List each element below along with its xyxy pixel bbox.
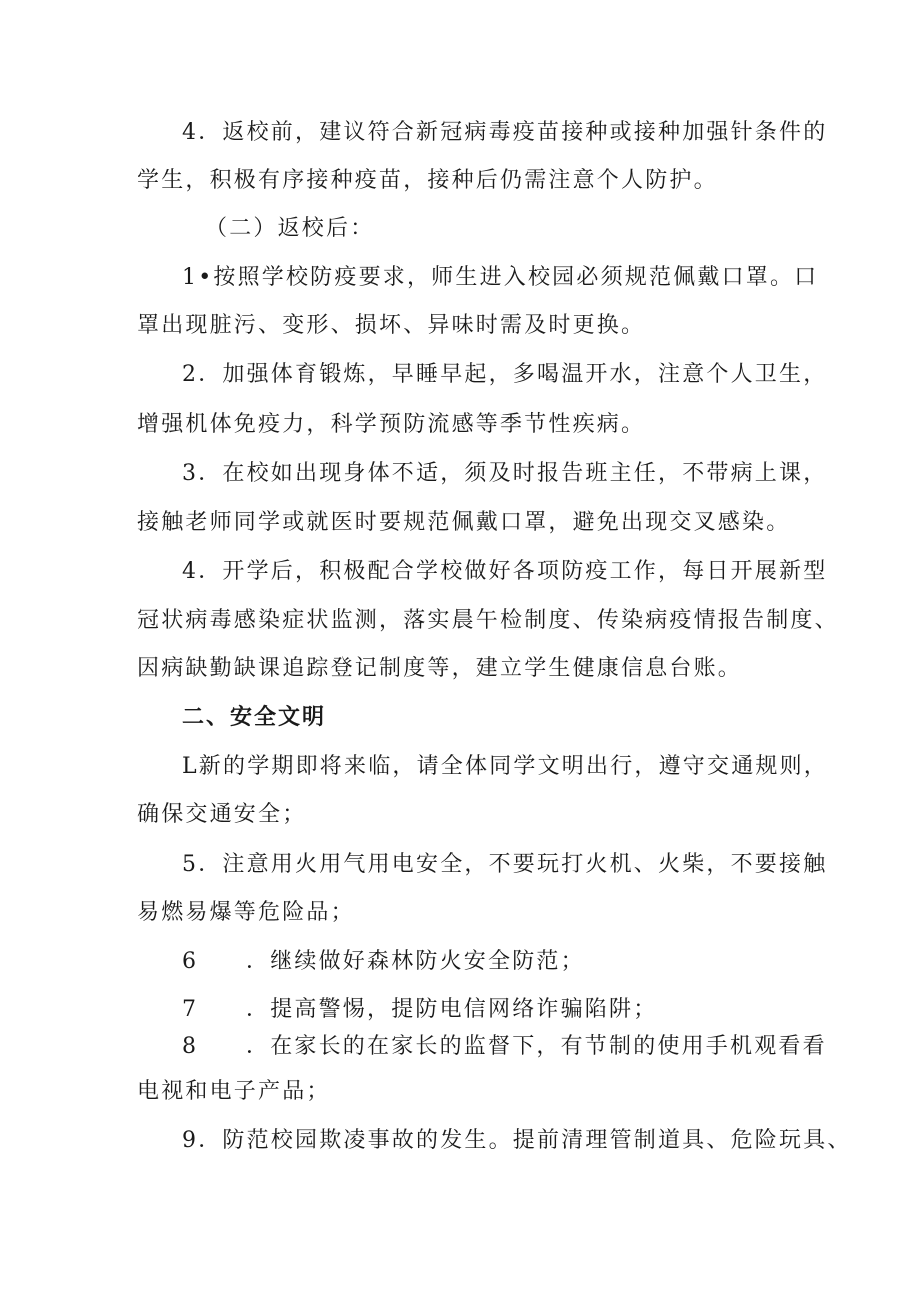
list-item <box>182 1032 827 1062</box>
paragraph-line: 5．注意用火用气用电安全，不要玩打火机、火柴，不要接触 <box>182 852 828 877</box>
paragraph-line: 3．在校如出现身体不适，须及时报告班主任，不带病上课， <box>182 461 828 486</box>
paragraph-line: 增强机体免疫力，科学预防流感等季节性疾病。 <box>137 412 646 437</box>
list-item-text: ．继续做好森林防火安全防范； <box>246 949 585 974</box>
paragraph-line: 9．防范校园欺凌事故的发生。提前清理管制道具、危险玩具、 <box>182 1128 852 1153</box>
paragraph-line: 冠状病毒感染症状监测，落实晨午检制度、传染病疫情报告制度、 <box>137 608 839 633</box>
list-item <box>182 947 585 977</box>
list-item <box>182 995 657 1025</box>
paragraph-line: L新的学期即将来临，请全体同学文明出行，遵守交通规则， <box>182 754 829 779</box>
paragraph-line: 确保交通安全； <box>137 802 307 827</box>
list-item-number: 6 <box>182 949 199 974</box>
paragraph-line: 4．返校前，建议符合新冠病毒疫苗接种或接种加强针条件的 <box>182 120 828 145</box>
list-item-number: 8 <box>182 1034 199 1059</box>
paragraph-line: 易燃易爆等危险品； <box>137 900 355 925</box>
paragraph-line: 1•按照学校防疫要求，师生进入校园必须规范佩戴口罩。口 <box>182 265 819 290</box>
paragraph-line: 罩出现脏污、变形、损坏、异味时需及时更换。 <box>137 313 646 338</box>
list-item-text: ．提高警惕，提防电信网络诈骗陷阱； <box>246 997 658 1022</box>
paragraph-line: 接触老师同学或就医时要规范佩戴口罩，避免出现交叉感染。 <box>137 510 791 535</box>
paragraph-line: 电视和电子产品； <box>137 1079 331 1104</box>
section-heading: 二、安全文明 <box>182 705 327 730</box>
list-item-text: ．在家长的在家长的监督下，有节制的使用手机观看看 <box>246 1034 827 1059</box>
section-subheading: （二）返校后： <box>205 216 375 241</box>
paragraph-line: 学生，积极有序接种疫苗，接种后仍需注意个人防护。 <box>137 168 718 193</box>
paragraph-line: 4．开学后，积极配合学校做好各项防疫工作，每日开展新型 <box>182 559 828 584</box>
paragraph-line: 2．加强体育锻炼，早睡早起，多喝温开水，注意个人卫生， <box>182 362 828 387</box>
list-item-number: 7 <box>182 997 199 1022</box>
paragraph-line: 因病缺勤缺课追踪登记制度等，建立学生健康信息台账。 <box>137 656 743 681</box>
